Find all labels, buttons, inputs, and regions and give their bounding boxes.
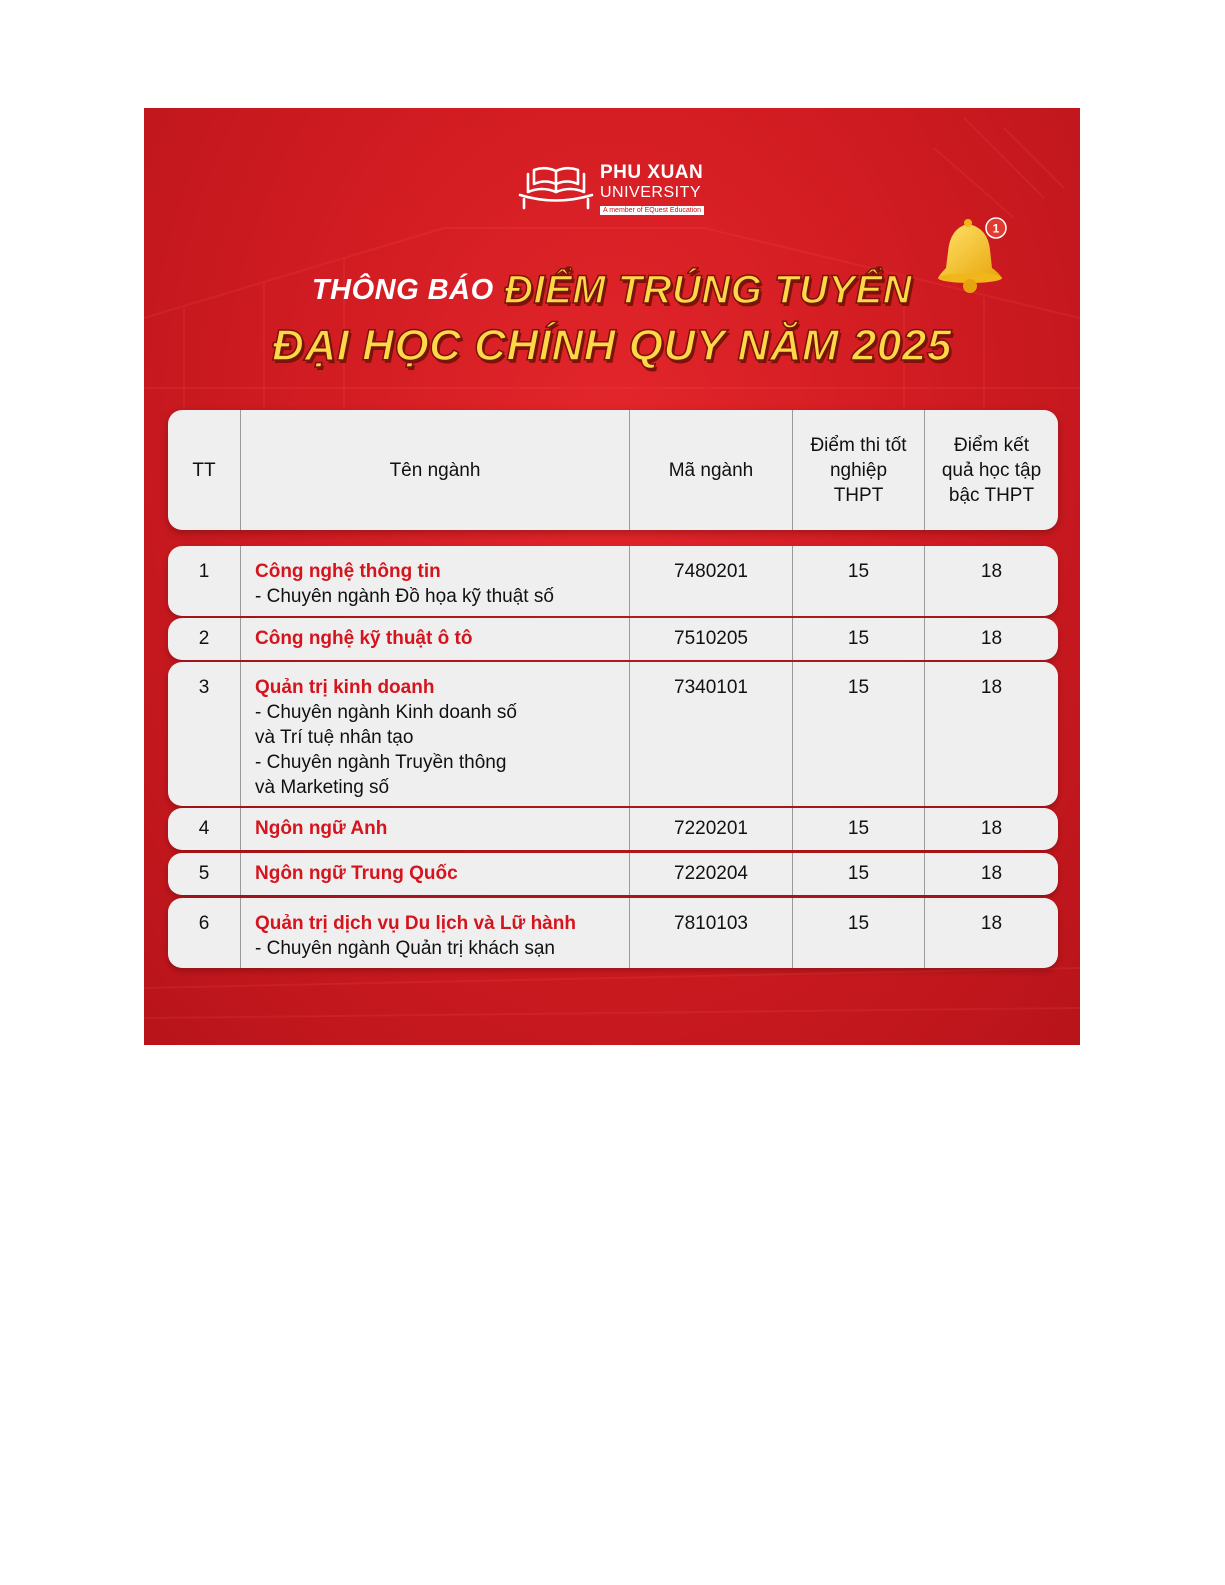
row-score-exam: 15 <box>792 546 924 616</box>
row-tt: 2 <box>198 628 210 649</box>
row-major-cell <box>240 662 629 806</box>
brand-university: UNIVERSITY <box>600 184 702 201</box>
row-tt: 5 <box>198 863 210 884</box>
row-major: Công nghệ thông tin <box>255 561 441 582</box>
row-specialization: - Chuyên ngành Quản trị khách sạn <box>255 938 555 959</box>
header-name: Tên ngành <box>240 410 629 530</box>
row-major-cell <box>240 618 629 660</box>
notification-bell-icon <box>932 216 1014 294</box>
row-score-exam: 15 <box>792 618 924 660</box>
table-row <box>168 898 1058 968</box>
row-major-cell <box>240 808 629 850</box>
row-score-exam: 15 <box>792 808 924 850</box>
header-score-record: Điểm kết quả học tập bậc THPT <box>924 410 1058 530</box>
header-tt: TT <box>192 459 216 481</box>
row-code: 7510205 <box>629 618 792 660</box>
row-tt: 3 <box>198 677 210 698</box>
table-row <box>168 662 1058 806</box>
row-specialization: - Chuyên ngành Kinh doanh số và Trí tuệ nhân tạo - Chuyên ngành Truyền thông và Marketing số <box>255 702 517 798</box>
row-score-record: 18 <box>924 853 1058 895</box>
row-code: 7340101 <box>629 662 792 806</box>
row-score-record: 18 <box>924 898 1058 968</box>
table-row <box>168 618 1058 660</box>
row-code: 7220201 <box>629 808 792 850</box>
headline-line-2-text: ĐẠI HỌC CHÍNH QUY NĂM 2025 <box>272 321 952 370</box>
row-major: Công nghệ kỹ thuật ô tô <box>255 628 473 649</box>
row-major: Quản trị dịch vụ Du lịch và Lữ hành <box>255 913 576 934</box>
brand-name: PHU XUAN <box>600 162 704 183</box>
row-code: 7480201 <box>629 546 792 616</box>
row-major: Ngôn ngữ Trung Quốc <box>255 863 458 884</box>
row-major-cell <box>240 898 629 968</box>
row-tt: 6 <box>198 913 210 934</box>
row-code: 7810103 <box>629 898 792 968</box>
row-score-exam: 15 <box>792 898 924 968</box>
headline-lead: THÔNG BÁO <box>311 274 494 306</box>
table-row <box>168 546 1058 616</box>
table-row <box>168 853 1058 895</box>
row-score-record: 18 <box>924 808 1058 850</box>
headline-highlight: ĐIỂM TRÚNG TUYỂN <box>504 268 913 312</box>
row-major-cell <box>240 546 629 616</box>
notification-badge-count: 1 <box>992 221 1000 236</box>
row-code: 7220204 <box>629 853 792 895</box>
row-score-exam: 15 <box>792 662 924 806</box>
row-major-cell <box>240 853 629 895</box>
row-tt: 4 <box>198 818 210 839</box>
row-tt: 1 <box>198 561 210 582</box>
header-score-exam: Điểm thi tốt nghiệp THPT <box>792 410 924 530</box>
row-specialization: - Chuyên ngành Đồ họa kỹ thuật số <box>255 586 554 607</box>
headline-line-2 <box>144 321 1080 371</box>
table-row <box>168 808 1058 850</box>
row-score-exam: 15 <box>792 853 924 895</box>
table-header <box>168 410 1058 530</box>
header-code: Mã ngành <box>629 410 792 530</box>
row-major: Ngôn ngữ Anh <box>255 818 388 839</box>
brand-member-tag: A member of EQuest Education <box>600 206 704 215</box>
book-logo-icon <box>516 162 596 212</box>
row-score-record: 18 <box>924 662 1058 806</box>
university-logo <box>516 160 716 220</box>
row-score-record: 18 <box>924 546 1058 616</box>
row-major: Quản trị kinh doanh <box>255 677 435 698</box>
admission-poster <box>144 108 1080 1045</box>
row-score-record: 18 <box>924 618 1058 660</box>
